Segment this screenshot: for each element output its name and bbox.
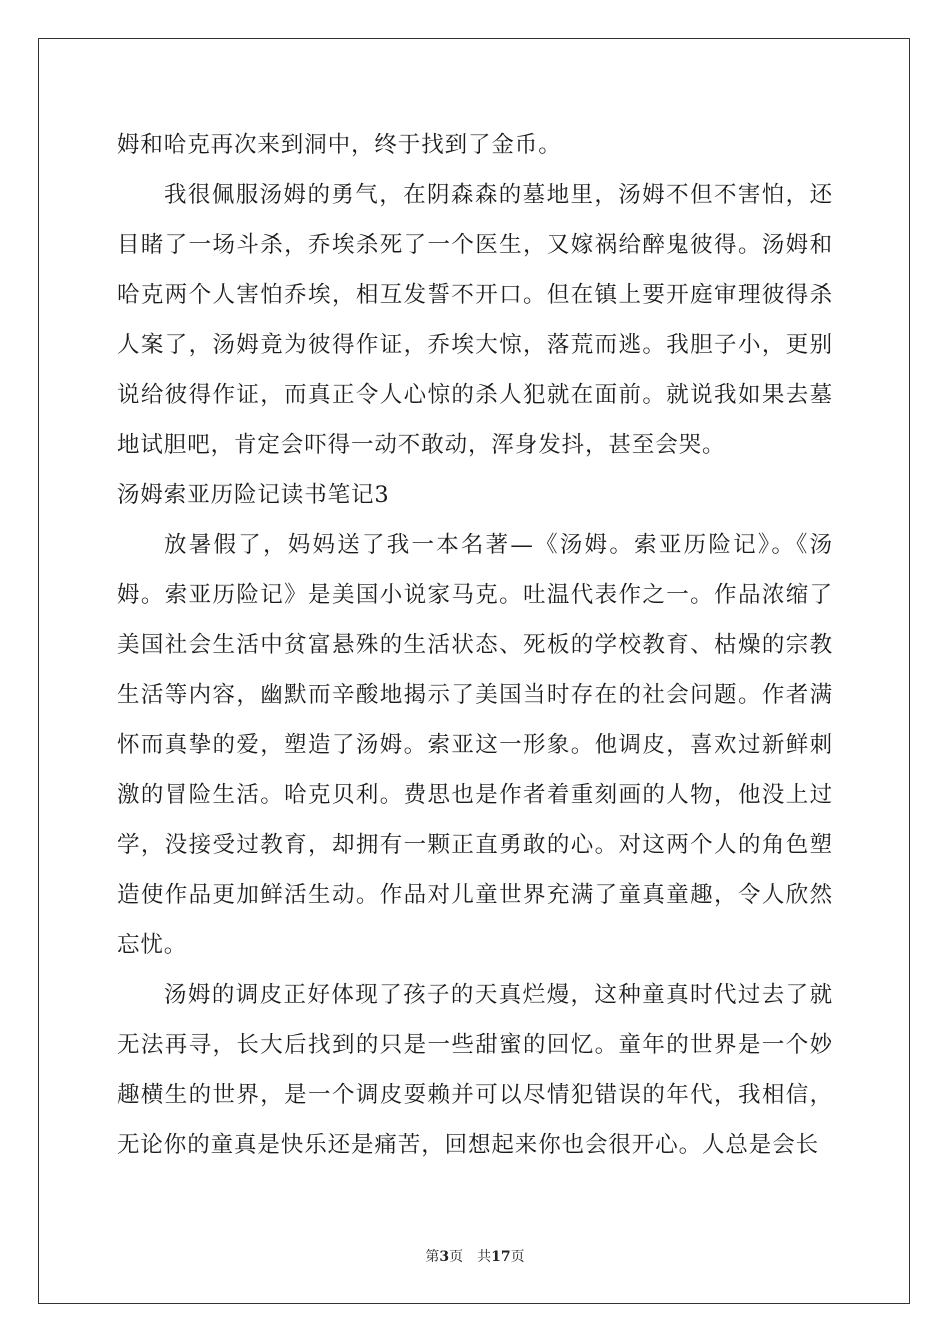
total-prefix: 共 <box>477 1249 492 1265</box>
section-title: 汤姆索亚历险记读书笔记3 <box>117 482 390 508</box>
page-number: 3 <box>439 1249 450 1265</box>
total-suffix: 页 <box>510 1249 525 1265</box>
paragraph-1: 姆和哈克再次来到洞中，终于找到了金币。 <box>117 132 562 158</box>
document-body <box>117 120 833 1170</box>
paragraph-4: 汤姆的调皮正好体现了孩子的天真烂熳，这种童真时代过去了就无法再寻，长大后找到的只是一些甜蜜的回忆。童年的世界是一个妙趣横生的世界，是一个调皮耍赖并可以尽情犯错误的年代，我相信，无论你的童真是快乐还是痛苦，回想起来你也会很开心。人总是会长 <box>117 982 833 1158</box>
total-pages: 17 <box>491 1249 511 1265</box>
paragraph-2: 我很佩服汤姆的勇气，在阴森森的墓地里，汤姆不但不害怕，还目睹了一场斗杀，乔埃杀死了一个医生，又嫁祸给醉鬼彼得。汤姆和哈克两个人害怕乔埃，相互发誓不开口。但在镇上要开庭审理彼得杀人案了，汤姆竟为彼得作证，乔埃大惊，落荒而逃。我胆子小，更别说给彼得作证，而真正令人心惊的杀人犯就在面前。就说我如果去墓地试胆吧，肯定会吓得一动不敢动，浑身发抖，甚至会哭。 <box>117 182 833 458</box>
page-suffix: 页 <box>449 1249 464 1265</box>
paragraph-3: 放暑假了，妈妈送了我一本名著—《汤姆。索亚历险记》。《汤姆。索亚历险记》是美国小说家马克。吐温代表作之一。作品浓缩了美国社会生活中贫富悬殊的生活状态、死板的学校教育、枯燥的宗教生活等内容，幽默而辛酸地揭示了美国当时存在的社会问题。作者满怀而真挚的爱，塑造了汤姆。索亚这一形象。他调皮，喜欢过新鲜刺激的冒险生活。哈克贝利。费思也是作者着重刻画的人物，他没上过学，没接受过教育，却拥有一颗正直勇敢的心。对这两个人的角色塑造使作品更加鲜活生动。作品对儿童世界充满了童真童趣，令人欣然忘忧。 <box>117 532 833 958</box>
page-prefix: 第 <box>425 1249 440 1265</box>
page-footer <box>0 1246 950 1266</box>
